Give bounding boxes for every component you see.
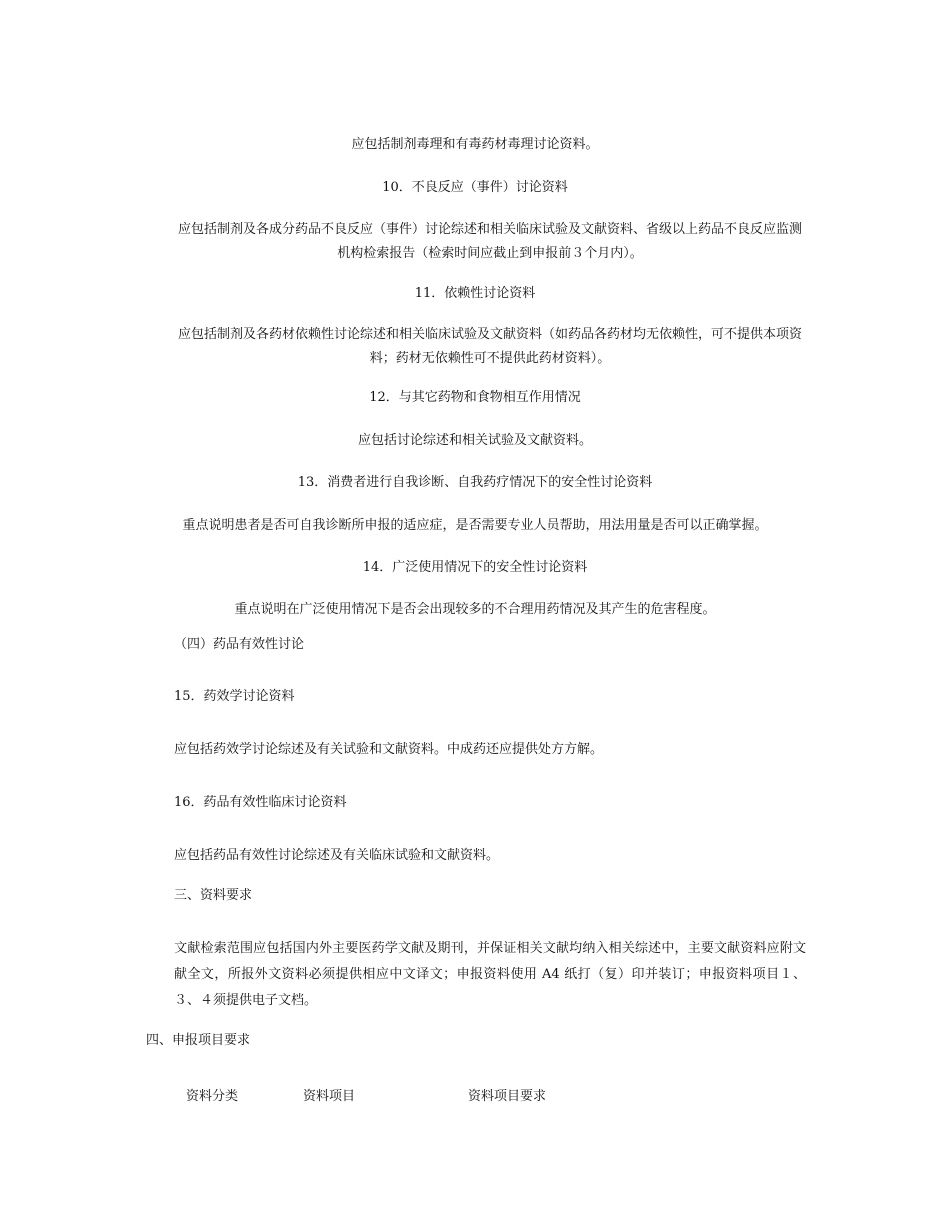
heading-11: 11．依赖性讨论资料 (414, 286, 536, 301)
paragraph-requirements-body (174, 936, 806, 1014)
heading-15: 15．药效学讨论资料 (174, 689, 295, 704)
section-heading-efficacy: （四）药品有效性讨论 (174, 637, 305, 652)
heading-14: 14．广泛使用情况下的安全性讨论资料 (362, 560, 588, 575)
paragraph-16-body: 应包括药品有效性讨论综述及有关临床试验和文献资料。 (174, 848, 500, 863)
paragraph-11-body: 应包括制剂及各药材依赖性讨论综述和相关临床试验及文献资料（如药品各药材均无依赖性，可不提供本项资料；药材无依赖性可不提供此药材资料）。 (177, 327, 802, 366)
paragraph-9-body: 应包括制剂毒理和有毒药材毒理讨论资料。 (351, 137, 599, 152)
paragraph-13-body: 重点说明患者是否可自我诊断所申报的适应症，是否需要专业人员帮助，用法用量是否可以正确掌握。 (182, 518, 768, 533)
paragraph-12-body: 应包括讨论综述和相关试验及文献资料。 (357, 433, 592, 448)
heading-10: 10．不良反应（事件）讨论资料 (382, 180, 568, 195)
heading-12: 12．与其它药物和食物相互作用情况 (369, 390, 581, 405)
paragraph-14-body: 重点说明在广泛使用情况下是否会出现较多的不合理用药情况及其产生的危害程度。 (234, 602, 716, 617)
table-header-requirement: 资料项目要求 (468, 1089, 547, 1104)
heading-16: 16．药品有效性临床讨论资料 (174, 795, 347, 810)
paragraph-10-body: 应包括制剂及各成分药品不良反应（事件）讨论综述和相关临床试验及文献资料、省级以上药品不良反应监测机构检索报告（检索时间应截止到申报前３个月内）。 (177, 222, 802, 261)
paragraph-requirements-text: 文献检索范围应包括国内外主要医药学文献及期刊，并保证相关文献均纳入相关综述中，主要文献资料应附文献全文，所报外文资料必须提供相应中文译文；申报资料使用 A4 纸打（复）印并装订；申报资料项目１、３、４须提供电子文档。 (174, 941, 806, 1008)
table-header-category: 资料分类 (186, 1089, 239, 1104)
heading-13: 13．消费者进行自我诊断、自我药疗情况下的安全性讨论资料 (297, 475, 653, 490)
section-heading-requirements: 三、资料要求 (174, 888, 253, 903)
paragraph-15-body: 应包括药效学讨论综述及有关试验和文献资料。中成药还应提供处方方解。 (174, 742, 604, 757)
section-heading-application-items: 四、申报项目要求 (146, 1033, 251, 1048)
table-header-item: 资料项目 (303, 1089, 356, 1104)
